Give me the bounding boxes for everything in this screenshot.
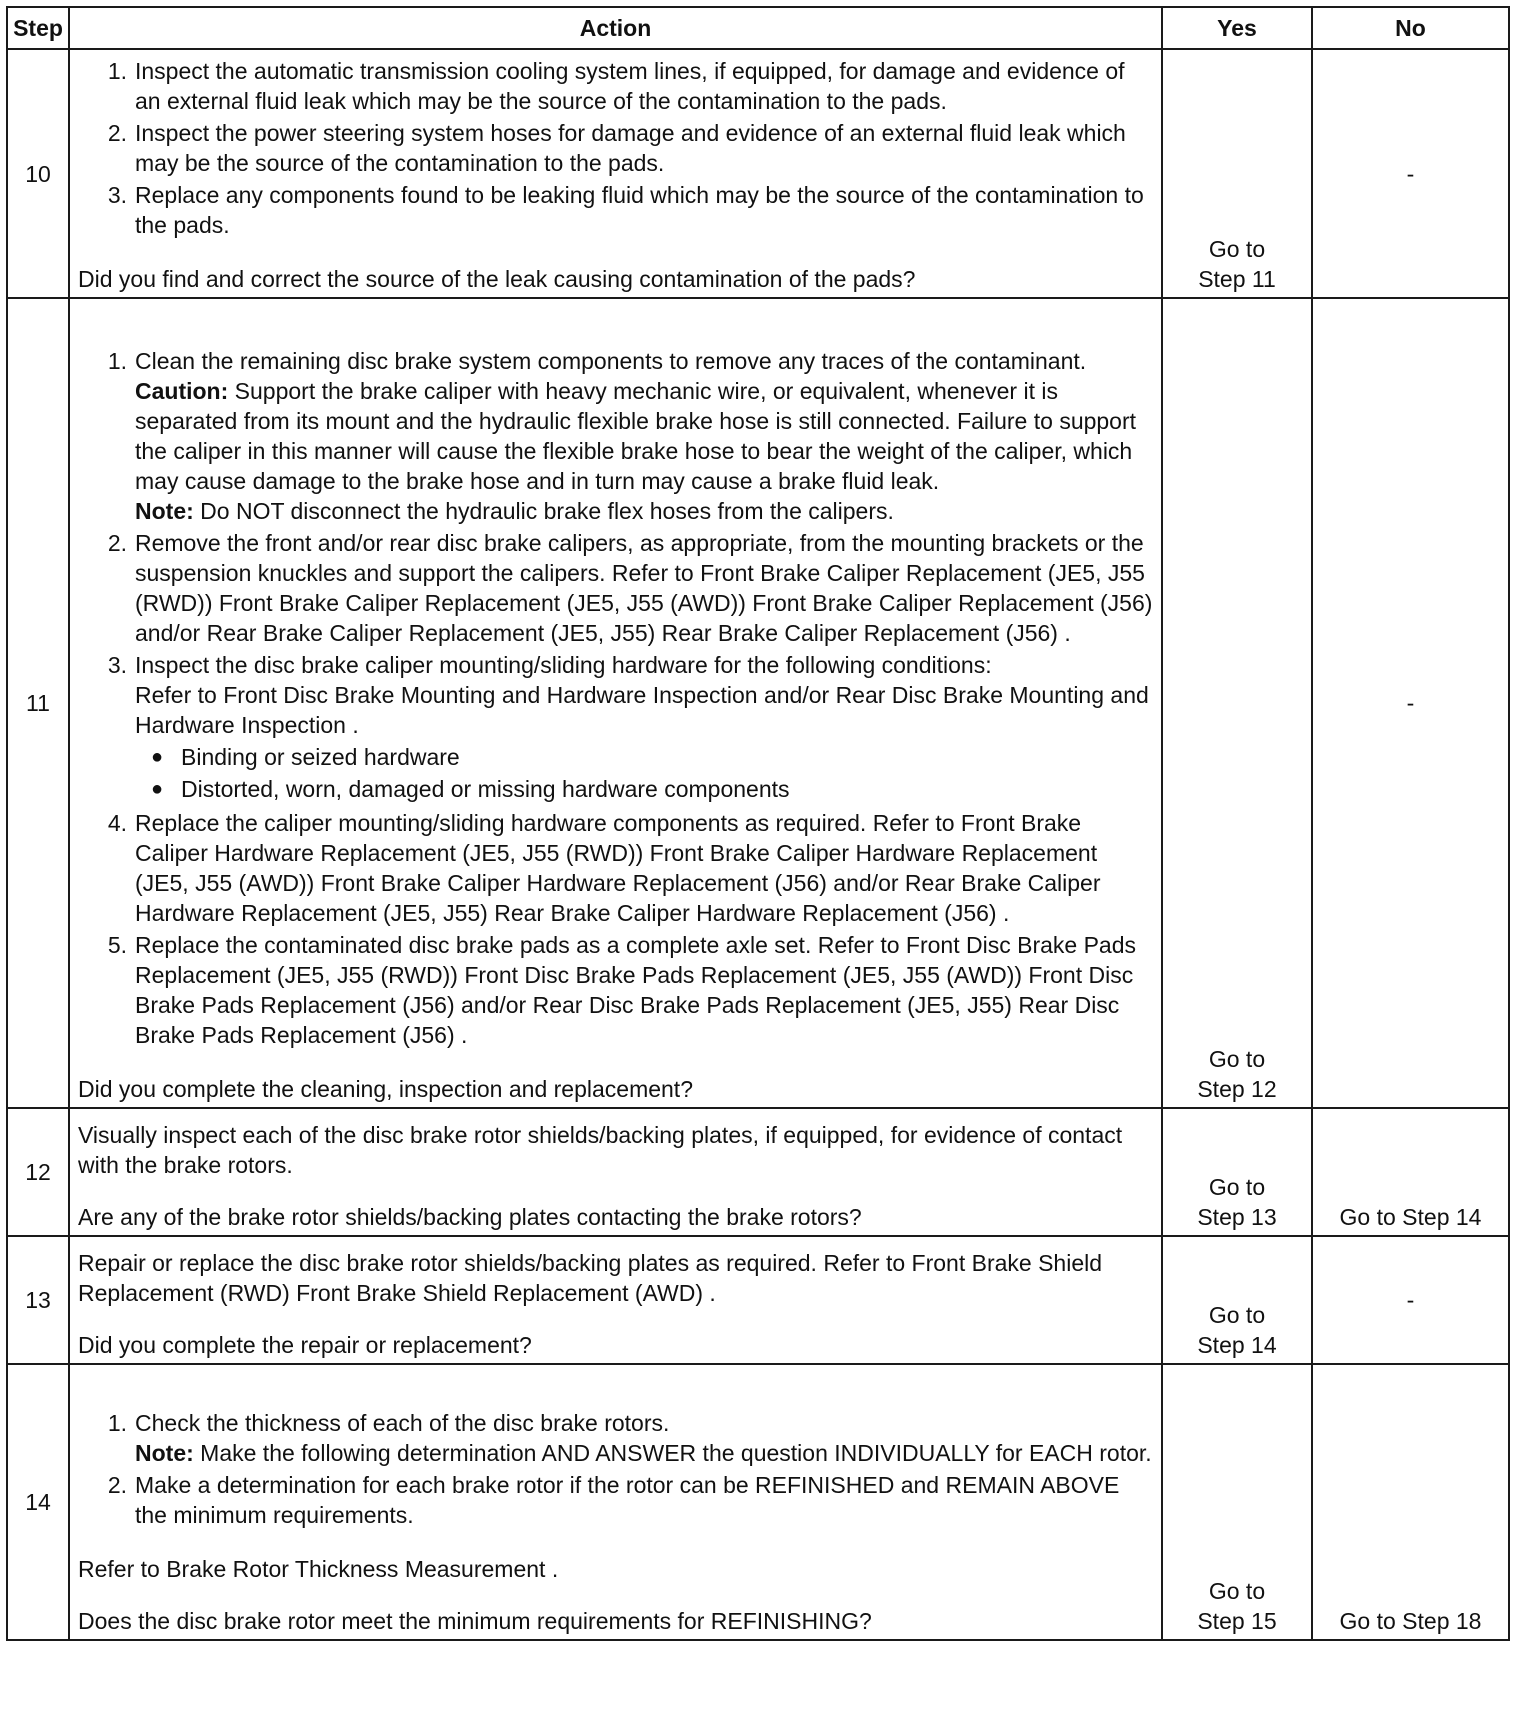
action-cell: 1. Inspect the automatic transmission cooling system lines, if equipped, for damage and evidence of an external fluid leak which may be the source of the contamination to the pads. 2. Inspect the power steering system hoses for damage and evidence of an external fluid leak which may be the source of the contamination to the pads. 3. Replace any components found to be leaking fluid which may be the source of the contamination to the pads. Did you find and correct the source of the leak causing contamination of the pads? (69, 49, 1162, 298)
question: Did you complete the repair or replacement? (78, 1332, 532, 1358)
question: Did you complete the cleaning, inspection and replacement? (78, 1076, 693, 1102)
action-item: Make a determination for each brake rotor if the rotor can be REFINISHED and REMAIN ABOVE the minimum requirements. (135, 1472, 1120, 1528)
step-number: 11 (7, 298, 69, 1108)
action-item: Clean the remaining disc brake system components to remove any traces of the contaminant. (135, 348, 1087, 374)
bullet-icon: ● (151, 778, 164, 800)
step-number: 14 (7, 1364, 69, 1640)
table-row (7, 298, 1509, 1108)
step-number: 13 (7, 1236, 69, 1364)
action-item: Inspect the automatic transmission cooling system lines, if equipped, for damage and evidence of an external fluid leak which may be the source of the contamination to the pads. (135, 58, 1125, 114)
bullet-item: Distorted, worn, damaged or missing hardware components (181, 776, 790, 802)
table-row (7, 1236, 1509, 1364)
question: Does the disc brake rotor meet the minimum requirements for REFINISHING? (78, 1608, 872, 1634)
action-item: Inspect the power steering system hoses for damage and evidence of an external fluid leak which may be the source of the contamination to the pads. (135, 120, 1126, 176)
header-step: Step (7, 7, 69, 49)
action-item: Check the thickness of each of the disc brake rotors. (135, 1410, 670, 1436)
yes-cell: Go to Step 15 (1162, 1364, 1312, 1640)
action-text: Repair or replace the disc brake rotor shields/backing plates as required. Refer to Front Brake Shield Replacement (RWD) Front Brake Shield Replacement (AWD) . (78, 1250, 1103, 1306)
yes-cell: Go to Step 13 (1162, 1108, 1312, 1236)
action-cell: 1. Clean the remaining disc brake system components to remove any traces of the contaminant. Caution: Support the brake caliper with heavy mechanic wire, or equivalent, whenever it is separated from its mount and the hydraulic flexible brake hose is still connected. Failure to support the caliper in this manner will cause the flexible brake hose to bear the weight of the caliper, which may cause damage to the brake hose and in turn may cause a brake fluid leak. Note: Do NOT disconnect the hydraulic brake flex hoses from the calipers. 2. Remove the front and/or rear disc brake calipers, as appropriate, from the mounting brackets or the suspension knuckles and support the calipers. Refer to Front Brake Caliper Replacement (JE5, J55 (RWD)) Front Brake Caliper Replacement (JE5, J55 (AWD)) Front Brake Caliper Replacement (J56) and/or Rear Brake Caliper Replacement (JE5, J55) Rear Brake Caliper Replacement (J56) . 3. Inspect the disc brake caliper mounting/sliding hardware for the following conditions: Refer to Front Disc Brake Mounting and Hardware Inspection and/or Rear Disc Brake Mounting and Hardware Inspection . ● Binding or seized hardware ● Distorted, worn, damaged or missing hardware components 4. Replace the caliper mounting/sliding hardware components as required. Refer to Front Brake Caliper Hardware Replacement (JE5, J55 (RWD)) Front Brake Caliper Hardware Replacement (JE5, J55 (AWD)) Front Brake Caliper Hardware Replacement (J56) and/or Rear Brake Caliper Hardware Replacement (JE5, J55) Rear Brake Caliper Hardware Replacement (J56) . 5. Replace the contaminated disc brake pads as a complete axle set. Refer to Front Disc Brake Pads Replacement (JE5, J55 (RWD)) Front Disc Brake Pads Replacement (JE5, J55 (AWD)) Front Disc Brake Pads Replacement (J56) and/or Rear Disc Brake Pads Replacement (JE5, J55) Rear Disc Brake Pads Replacement (J56) . Did you complete the cleaning, inspection and replacement? (69, 298, 1162, 1108)
action-cell (69, 1236, 1162, 1364)
no-cell: Go to Step 14 (1312, 1108, 1509, 1236)
note-text: Do NOT disconnect the hydraulic brake flex hoses from the calipers. (200, 498, 894, 524)
note-text: Make the following determination AND ANSWER the question INDIVIDUALLY for EACH rotor. (200, 1440, 1152, 1466)
bullet-item: Binding or seized hardware (181, 744, 460, 770)
caution-text: Support the brake caliper with heavy mechanic wire, or equivalent, whenever it is separated from its mount and the hydraulic flexible brake hose is still connected. Failure to support the caliper in this manner will cause the flexible brake hose to bear the weight of the caliper, which may cause damage to the brake hose and in turn may cause a brake fluid leak. (135, 378, 1137, 494)
header-no: No (1312, 7, 1509, 49)
table-row (7, 49, 1509, 298)
note-label: Note: (135, 1440, 194, 1466)
action-cell: 1. Check the thickness of each of the disc brake rotors. Note: Make the following determination AND ANSWER the question INDIVIDUALLY for EACH rotor. 2. Make a determination for each brake rotor if the rotor can be REFINISHED and REMAIN ABOVE the minimum requirements. Refer to Brake Rotor Thickness Measurement . Does the disc brake rotor meet the minimum requirements for REFINISHING? (69, 1364, 1162, 1640)
no-cell: Go to Step 18 (1312, 1364, 1509, 1640)
action-item: Replace the contaminated disc brake pads as a complete axle set. Refer to Front Disc Brake Pads Replacement (JE5, J55 (RWD)) Front Disc Brake Pads Replacement (JE5, J55 (AWD)) Front Disc Brake Pads Replacement (J56) and/or Rear Disc Brake Pads Replacement (JE5, J55) Rear Disc Brake Pads Replacement (J56) . (135, 932, 1137, 1048)
question: Are any of the brake rotor shields/backing plates contacting the brake rotors? (78, 1204, 862, 1230)
yes-cell: Go to Step 14 (1162, 1236, 1312, 1364)
action-text: Visually inspect each of the disc brake rotor shields/backing plates, if equipped, for evidence of contact with the brake rotors. (78, 1122, 1123, 1178)
header-action: Action (69, 7, 1162, 49)
action-cell (69, 1108, 1162, 1236)
reference-text: Refer to Front Disc Brake Mounting and Hardware Inspection and/or Rear Disc Brake Mounting and Hardware Inspection . (135, 682, 1149, 738)
no-cell: - (1312, 1236, 1509, 1364)
reference-text: Refer to Brake Rotor Thickness Measurement . (78, 1556, 559, 1582)
header-yes: Yes (1162, 7, 1312, 49)
question: Did you find and correct the source of the leak causing contamination of the pads? (78, 266, 916, 292)
action-item: Inspect the disc brake caliper mounting/sliding hardware for the following conditions: (135, 652, 992, 678)
bullet-icon: ● (151, 746, 164, 768)
table-row (7, 1364, 1509, 1640)
header-row (7, 7, 1509, 49)
step-number: 10 (7, 49, 69, 298)
table-row (7, 1108, 1509, 1236)
note-label: Note: (135, 498, 194, 524)
no-cell: - (1312, 49, 1509, 298)
action-item: Replace any components found to be leaking fluid which may be the source of the contamination to the pads. (135, 182, 1144, 238)
yes-cell: Go to Step 11 (1162, 49, 1312, 298)
step-number: 12 (7, 1108, 69, 1236)
caution-label: Caution: (135, 378, 229, 404)
action-item: Remove the front and/or rear disc brake calipers, as appropriate, from the mounting brackets or the suspension knuckles and support the calipers. Refer to Front Brake Caliper Replacement (JE5, J55 (RWD)) Front Brake Caliper Replacement (JE5, J55 (AWD)) Front Brake Caliper Replacement (J56) and/or Rear Brake Caliper Replacement (JE5, J55) Rear Brake Caliper Replacement (J56) . (135, 530, 1153, 646)
diagnostic-table (6, 6, 1510, 1641)
action-item: Replace the caliper mounting/sliding hardware components as required. Refer to Front Brake Caliper Hardware Replacement (JE5, J55 (RWD)) Front Brake Caliper Hardware Replacement (JE5, J55 (AWD)) Front Brake Caliper Hardware Replacement (J56) and/or Rear Brake Caliper Hardware Replacement (JE5, J55) Rear Brake Caliper Hardware Replacement (J56) . (135, 810, 1101, 926)
no-cell: - (1312, 298, 1509, 1108)
yes-cell: Go to Step 12 (1162, 298, 1312, 1108)
